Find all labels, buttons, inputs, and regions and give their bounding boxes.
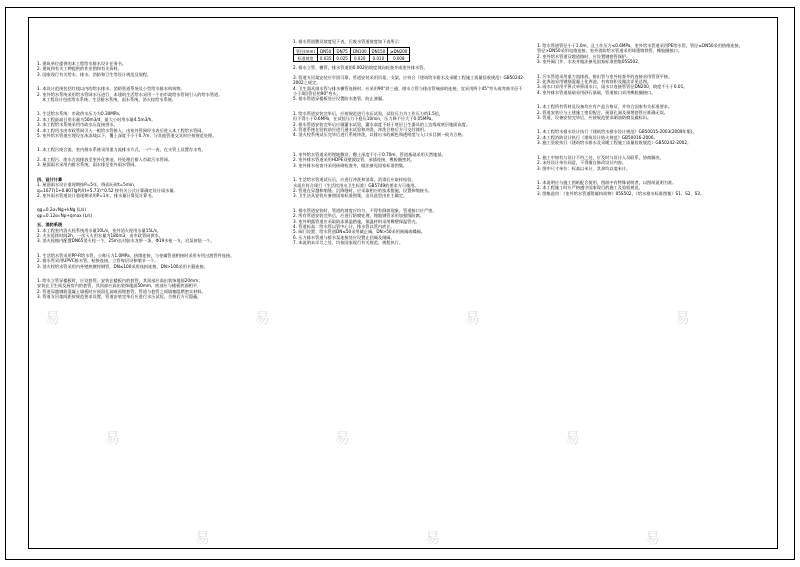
fire-title: 五、消防系统 [37,222,63,228]
outdoor-pipe-line: 1. 给水管道管径小于1.0m，且工作压力≤0.6MPa，室外给水管道采用PE给水管，管径≤DN50采用热熔连接， [537,43,743,48]
disinfect-line: 2. 管道在穿越伸缩缝、沉降缝时，应采取相应的技术措施，设置伸缩接头。 [293,187,433,193]
misc-line: 3. 室外明露管道应采取防冻保温措施，保温材料采用橡塑保温管壳。 [293,218,420,224]
scope-line: 1. 本设计范围包括红线以内的给水排水、消防管道系统及小型给水排水构筑物。 [37,86,185,92]
table-cell: 0.020 [350,55,369,62]
sewer-line: 3. 雨水口采用平箅式单箅雨水口，雨水口连接管管径DN200，坡度不小于0.01。 [537,84,688,90]
watermark-glyph: 易 [335,429,351,447]
support-line: 5. 排水管道穿楼板处应设置防水套管，防止渗漏。 [293,96,387,102]
table-cell: 标准坡度 [294,55,318,62]
drainage-line: 1. 本工程污废合流，室内排水系统采用重力流排水方式，一户一表，在支管上设置存水弯。 [37,147,206,153]
install-line: 1. 给水立管穿楼板时，应设套管。安装在楼板内的套管，其顶部应高出装饰地面20mm； [37,277,203,283]
test-line: 3. 管道系统在验收前应进行通水试验和冲洗，冲洗合格后方可交付使用。 [293,127,429,133]
table-cell: 0.035 [317,55,333,62]
watermark-glyph: 易 [565,429,581,447]
outdoor-pipe-line: 管径>DN50采用电熔连接，室外消防给水管道采用球墨铸铁管，橡胶圈接口。 [537,48,683,54]
fire-line: 3. 消火栓箱内配置DN65消火栓一个，25m长衬胶水龙带一条，Φ19水枪一支，启泵按钮一个。 [37,238,215,244]
pipe-line: 3. 消火栓给水管采用内外壁热镀锌钢管，DN≤100采用丝扣连接，DN>100采用卡箍连接。 [37,263,208,269]
reference-line: 1. 本说明应与施工图纸配合使用，图纸中有特殊说明者，以图纸说明为准。 [537,179,677,185]
disinfect-line: 1. 生活给水管道试压后，应进行冲洗和消毒，消毒后应取样检验， [293,177,416,183]
install-line: 3. 管道支吊架间距按规范要求设置，管道安装完毕后应进行水压试验，合格后方可隐蔽。 [37,294,202,300]
support-line: 4. 卫生器具排水管与排水横管连接时，应采用90°斜三通；排水立管与排出管端部的连接，宜采用两个45°弯头或弯曲半径不小于4倍管径的90°弯头。 [293,85,523,97]
supply-line: 4. 本工程用水由市政管网引入一根给水管接入，由室外管网经水表后进入本工程给水管网。 [37,127,206,133]
supply-line: 3. 本工程给水系统采用市政水压直接供水， [37,122,118,128]
standard-line: 1. 本工程给水排水设计执行《建筑给水排水设计规范》GB50015-2003(2009年版)。 [537,129,697,135]
misc-line: 5. 阀门设置：给水管道DN≤50采用截止阀，DN>50采用闸阀或蝶阀。 [293,229,426,235]
calc-line: 2. 室外雨水管道设计重现期采用P=1年，排水量计算见计算书。 [37,192,156,198]
drainage-line: 2. 本工程污、废水合流排放至室外化粪池，经处理后排入市政污水管网。 [37,156,173,162]
pipe-line: 1. 生活给水管采用PP-R给水管，公称压力1.0MPa，热熔连接，与金属管道相接时采用专用过渡管件连接。 [37,252,235,258]
drainage-line: 3. 屋面雨水采用内排水系统，雨水排至室外雨水管网。 [37,162,139,168]
misc-line: 6. 压力排水管道与排水泵连接处应设置止回阀及闸阀。 [293,234,395,240]
watermark-glyph: 易 [675,309,691,327]
supply-line: 1. 生活给水系统：市政供水压力为0.30MPa， [37,111,123,117]
install-line: 安装在卫生间及厨房内的套管，其顶部应高出装饰地面50mm，底部应与楼板底面相平。 [37,283,202,289]
general-line: 2. 未经设计单位同意，不得擅自修改设计内容。 [537,160,627,166]
table-row [294,55,410,62]
fire-line: 1. 本工程室内消火栓系统用水量10L/s，室外消火栓用水量15L/s， [37,227,162,233]
table-header-cell: DN50 [317,48,333,55]
slope-note: 2. 排水立管、横管，排水管道的0.002的坡度坡向检查井或室外排水管。 [293,65,428,71]
support-line: 3. 管道支吊架安装应牢固可靠，管道安装采用吊架、支架，应符合《建筑给水排水及采暖工程施工质量验收规范》GB50242-2002之规定。 [293,74,525,86]
outdoor-line: 3. 室外排水检查井采用砖砌检查井，做法参见国家标准图集。 [293,162,408,168]
table-cell: 0.010 [369,55,388,62]
standard-line: 3. 施工验收执行《建筑给水排水及采暖工程施工质量验收规范》GB50242-2002。 [537,140,692,146]
misc-line: 4. 管道标高：给水管以管中心计，排水管以管内底计。 [293,223,395,229]
sewer-line: 2. 化粪池采用钢筋混凝土化粪池，有效容积及做法详见总图。 [537,79,652,85]
standard-line: 2. 本工程消防设计执行《建筑设计防火规范》GB50016-2006。 [537,134,658,140]
test-line: 4. 消火栓系统试压完毕后进行系统冲洗，以排出水的颜色和透明度与入口水目测一致为合格。 [293,132,466,138]
watermark-glyph: 易 [105,429,121,447]
outdoor-line: 2. 室外排水管道采用HDPE双壁波纹管，承插连接，橡胶圈密封。 [293,157,415,163]
scope-line: 本工程设计包括给水系统、生活排水系统、雨水系统、消火栓给水系统。 [42,97,177,103]
table-header-cell: DN75 [334,48,350,55]
sewer-line: 4. 室外排水管道基础采用砂石基础，管道接口采用橡胶圈接口。 [537,89,656,95]
material-line: 2. 管道安装应与土建施工密切配合，预留孔洞及预埋套管应准确无误。 [537,109,668,115]
sewer-line: 1. 污水管道采用重力流排放，排出管与室外检查井的连接采用管顶平接。 [537,73,673,79]
reference-line: 2. 本工程施工时应严格遵守国家现行的施工及验收规范。 [537,185,643,191]
table-header-cell: DN100 [350,48,369,55]
notes-column-3 [537,39,771,196]
table-header-row [294,48,410,55]
notes-column-2 [293,39,525,246]
misc-line: 2. 所有管道安装完毕后，应进行防腐处理，埋地钢管采用加强级防腐。 [293,213,424,219]
test-line: 1. 给水管道安装完毕后，应按规范进行水压试验，试验压力为工作压力的1.5倍， [293,110,444,116]
pipe-line: 2. 排水管采用UPVC排水管，粘接连接，立管每层设伸缩节一个。 [37,258,159,264]
calc-line: q=1677(1+0.807lgP)/(t+5.73)^0.52 按有关公式计算确定设计雨水量。 [37,187,178,193]
outdoor-line: 1. 室外给水管道采用埋地敷设，覆土深度不小于0.70m，管道基础采用天然地基。 [293,151,446,157]
formula-a: qg=0.2α√Ng+kNg (L/s) [37,207,86,213]
table-header-cell: 管径(mm) [294,48,318,55]
intro-line: 3. 国家现行有关给水、排水、消防和卫生等设计规范及规程。 [37,71,152,77]
general-line: 3. 图中尺寸单位：标高以米计，其余均以毫米计。 [537,165,631,171]
watermark-glyph: 易 [645,529,661,547]
disinfect-line: 3. 卫生洁具安装应参照国家标准图集，洁具选型由业主确定。 [293,193,408,199]
calc-line: 1. 屋面雨水设计重现期按P=5年，降雨历时t=5min， [37,182,138,188]
supply-line: 2. 本工程最高日用水量为50m3/d，最大小时用水量4.5m3/h。 [37,116,156,122]
calc-title: 四、设计计算 [37,176,63,182]
fire-line: 2. 火灾延续时间2h，一次灭火用水量为180m3，由市政管网供水。 [37,232,163,238]
supply-line: 5. 室外给水管道应埋设在冰冻线以下，覆土深度不小于0.7m，与其他管道交叉时应按规范处理。 [37,133,217,139]
outdoor-pipe-line: 3. 室外阀门井、水表井做法参见国家标准图集05S502。 [537,59,643,65]
intro-line: 2. 建筑和有关工种提供的作业图和有关资料。 [37,66,122,72]
test-line: 但不得小于0.6MPa，在试验压力下稳压10min，压力降不应大于0.05MPa。 [293,116,436,122]
notes-column-1 [37,39,277,300]
install-line: 2. 管道穿越钢筋混凝土墙板时应预留孔洞或预埋套管，管道与套管之间填塞阻燃密实材料。 [37,288,206,294]
scope-line: 2. 室外给水系统采用给水管网水压进行，本建筑生活给水采用一个由市政给水管网引入的给水管道。 [37,91,223,97]
outdoor-pipe-line: 2. 室外给水管道穿越道路时，应设置钢套管保护。 [537,53,631,59]
intro-line: 1. 建筑单位提供的本工程给水排水设计任务书。 [37,61,127,66]
material-line: 1. 本工程所有管材及设备均应有产品合格证，并符合国家有关标准要求。 [537,104,673,110]
table-header-cell: DN150 [369,48,388,55]
slope-table [293,47,410,62]
disinfect-line: 水质应符合现行《生活饮用水卫生标准》GB5749的要求方可使用。 [293,182,419,188]
watermark-glyph: 易 [465,309,481,327]
watermark-glyph: 易 [45,309,61,327]
watermark-glyph: 易 [425,529,441,547]
test-line: 2. 排水管道安装完毕后应做灌水试验，灌水高度不低于底层卫生器具的上边缘或底层地面高度。 [293,121,471,127]
misc-line: 1. 排水管道安装时，管道的坡度应均匀，不得有倒坡现象，管道接口应严密。 [293,207,437,213]
table-cell: 0.008 [388,55,410,62]
table-header-cell: ≥DN200 [388,48,410,55]
slope-intro: 1. 排水管道敷设坡度见下表，污废水管道坡度如下表所示： [293,39,404,44]
watermark-glyph: 易 [195,529,211,547]
watermark-glyph: 易 [255,309,271,327]
reference-line: 3. 图集选用：《室外给水管道附属构筑物》05S502，《给水排水标准图集》S1、S2、S3。 [537,190,705,196]
table-cell: 0.025 [334,55,350,62]
material-line: 3. 管道、设备安装完毕后，应按规范要求刷油防腐及做标识。 [537,115,652,121]
drawing-sheet [5,7,795,560]
general-line: 1. 施工中如有与设计不符之处，应及时与设计人员联系，协商解决。 [537,154,664,160]
formula-b: qp=0.12α√Np+qmax (L/s) [37,212,93,218]
misc-line: 7. 本说明未详尽之处，均按国家现行有关规范、规程执行。 [293,240,404,246]
